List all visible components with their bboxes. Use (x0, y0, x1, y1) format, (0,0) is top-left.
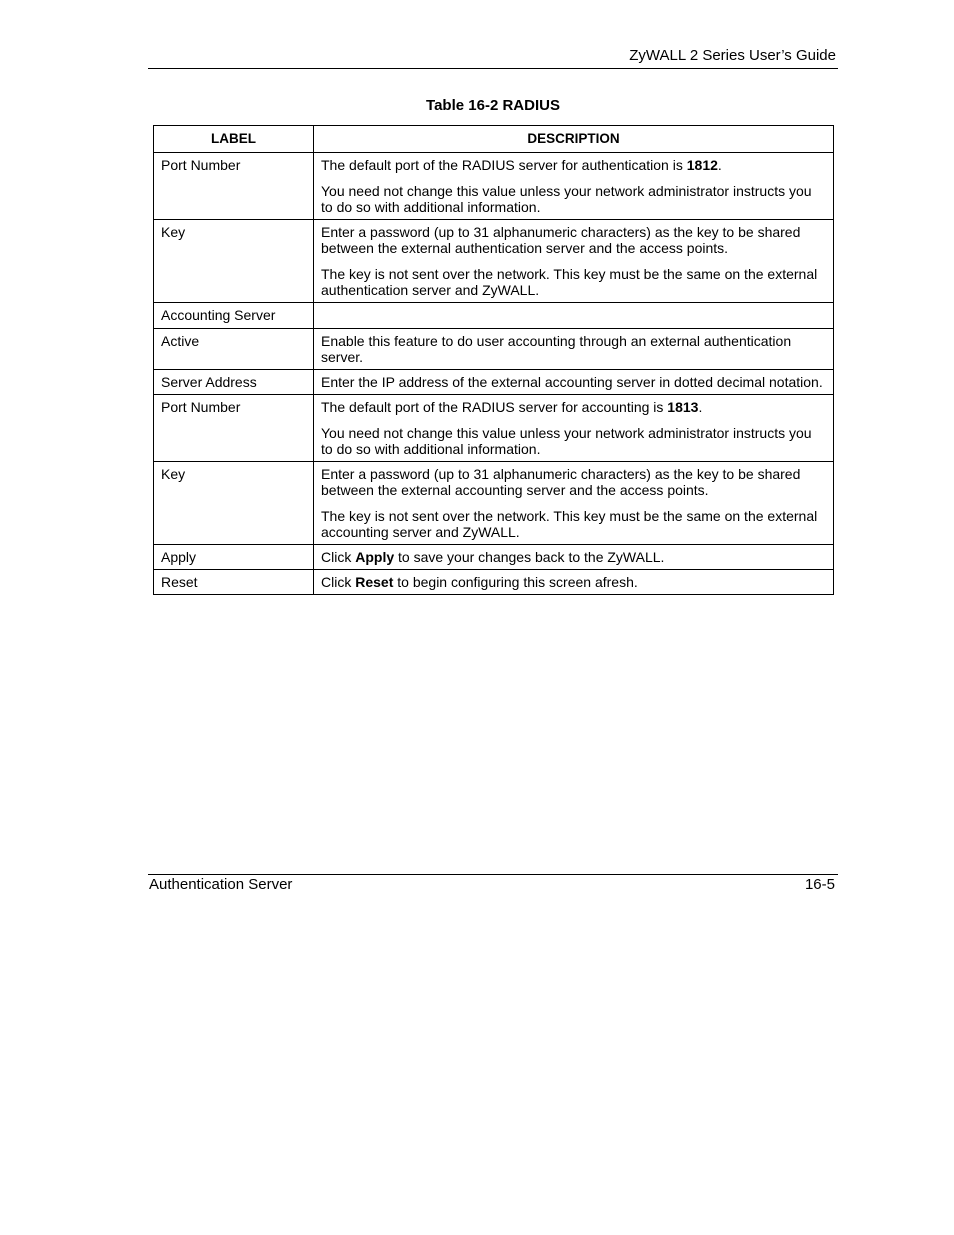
page-number: 16-5 (804, 876, 835, 893)
row-label: Key (154, 462, 314, 545)
row-label: Port Number (154, 153, 314, 220)
description-paragraph (321, 549, 826, 565)
bold-term: Reset (355, 574, 394, 590)
table-caption: Table 16-2 RADIUS (426, 97, 560, 114)
row-description (314, 570, 834, 595)
description-paragraph (321, 574, 826, 590)
text-span: Click (321, 574, 356, 590)
description-paragraph (321, 399, 826, 415)
radius-table (153, 125, 834, 595)
row-label: Active (154, 329, 314, 370)
row-label: Accounting Server (154, 303, 314, 329)
bold-value: 1812 (686, 157, 718, 173)
table-row (154, 370, 834, 395)
row-description (314, 370, 834, 395)
description-paragraph: You need not change this value unless your network administrator instructs you to do so with additional information. (321, 425, 812, 457)
row-description (314, 462, 834, 545)
row-description (314, 395, 834, 462)
table-row (154, 395, 834, 462)
table-row (154, 570, 834, 595)
row-label: Key (154, 220, 314, 303)
text-span: . (698, 399, 703, 415)
page-header (148, 46, 838, 69)
text-span: Click (321, 549, 356, 565)
table-row (154, 303, 834, 329)
table-row (154, 545, 834, 570)
description-paragraph (321, 157, 826, 173)
row-label: Apply (154, 545, 314, 570)
row-description (314, 153, 834, 220)
text-span: The default port of the RADIUS server for accounting is (321, 399, 668, 415)
description-paragraph: Enable this feature to do user accounting through an external authentication server. (321, 333, 792, 365)
row-description (314, 545, 834, 570)
bold-value: 1813 (667, 399, 699, 415)
description-paragraph: Enter a password (up to 31 alphanumeric characters) as the key to be shared between the external authentication server and the access points. (321, 224, 801, 256)
description-paragraph: You need not change this value unless your network administrator instructs you to do so with additional information. (321, 183, 812, 215)
table-row (154, 329, 834, 370)
row-description (314, 303, 834, 329)
row-label: Reset (154, 570, 314, 595)
description-paragraph: The key is not sent over the network. This key must be the same on the external accounting server and ZyWALL. (321, 508, 818, 540)
row-description (314, 220, 834, 303)
footer-section-title: Authentication Server (149, 876, 293, 893)
bold-term: Apply (355, 549, 395, 565)
table-row (154, 462, 834, 545)
table-header-row (154, 126, 834, 153)
description-paragraph: Enter the IP address of the external accounting server in dotted decimal notation. (321, 374, 823, 390)
table-row (154, 153, 834, 220)
table-row (154, 220, 834, 303)
text-span: . (717, 157, 722, 173)
description-paragraph: The key is not sent over the network. This key must be the same on the external authentication server and ZyWALL. (321, 266, 818, 298)
description-paragraph: Enter a password (up to 31 alphanumeric characters) as the key to be shared between the external accounting server and the access points. (321, 466, 801, 498)
row-description (314, 329, 834, 370)
page-footer (148, 874, 838, 895)
document-title: ZyWALL 2 Series User’s Guide (629, 47, 836, 64)
text-span: to save your changes back to the ZyWALL. (394, 549, 665, 565)
text-span: to begin configuring this screen afresh. (393, 574, 638, 590)
row-label: Port Number (154, 395, 314, 462)
column-header-description: DESCRIPTION (314, 126, 834, 153)
row-label: Server Address (154, 370, 314, 395)
text-span: The default port of the RADIUS server for authentication is (321, 157, 687, 173)
column-header-label: LABEL (154, 126, 314, 153)
